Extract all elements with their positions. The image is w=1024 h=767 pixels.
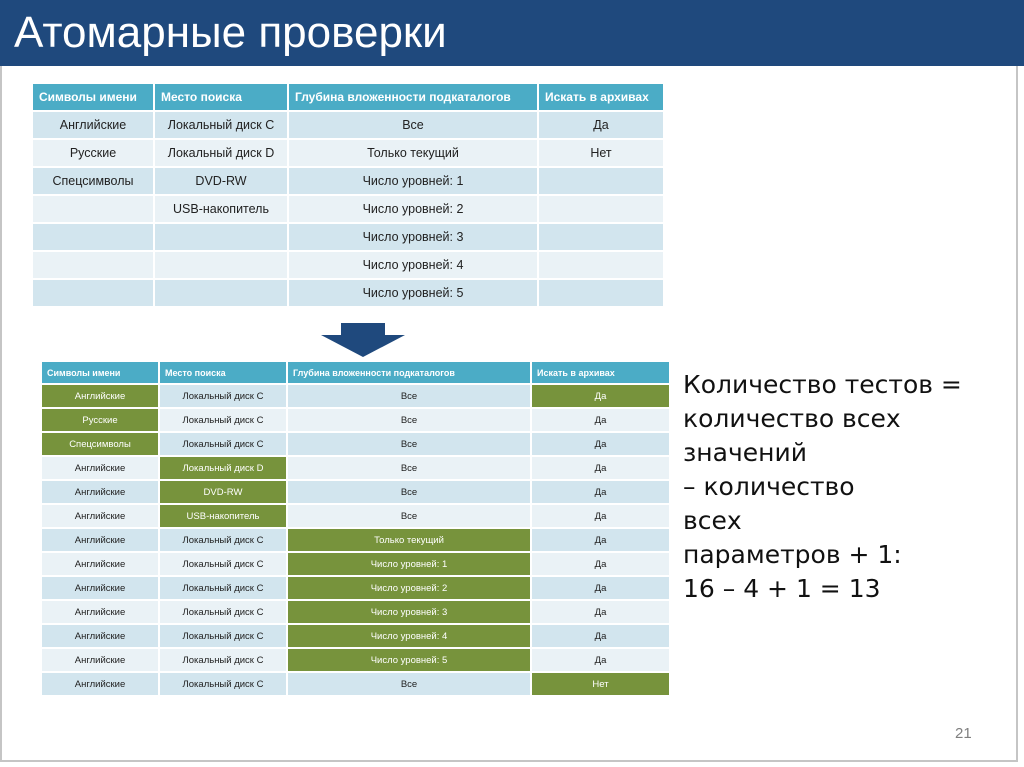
table-cell: Да <box>532 625 669 647</box>
table-cell <box>539 224 663 250</box>
table-cell: Спецсимволы <box>33 168 153 194</box>
table-row <box>42 649 669 671</box>
table-cell: Английские <box>42 457 158 479</box>
table-cell: Число уровней: 3 <box>289 224 537 250</box>
table-cell: Локальный диск C <box>155 112 287 138</box>
table-row <box>42 673 669 695</box>
table-cell: Локальный диск C <box>160 409 286 431</box>
down-arrow-icon <box>321 323 405 357</box>
table-cell: Все <box>288 673 530 695</box>
table-row <box>42 433 669 455</box>
header-cell: Место поиска <box>155 84 287 110</box>
formula-line: – количество <box>683 472 855 501</box>
table-cell <box>33 280 153 306</box>
table-cell: Все <box>288 481 530 503</box>
formula-line: 16 – 4 + 1 = 13 <box>683 574 881 603</box>
slide-title: Атомарные проверки <box>14 8 447 57</box>
table-cell: Английские <box>42 601 158 623</box>
table-cell <box>539 252 663 278</box>
table-cell: Да <box>532 529 669 551</box>
table-row <box>42 625 669 647</box>
table-cell: Число уровней: 5 <box>289 280 537 306</box>
table-cell: Да <box>532 601 669 623</box>
table-cell: Число уровней: 4 <box>289 252 537 278</box>
table-cell: Локальный диск C <box>160 673 286 695</box>
highlighted-cell: Число уровней: 5 <box>288 649 530 671</box>
table-row <box>33 252 663 278</box>
highlighted-cell: Да <box>532 385 669 407</box>
header-cell: Глубина вложенности подкаталогов <box>288 362 530 383</box>
table-cell: Локальный диск D <box>155 140 287 166</box>
highlighted-cell: Число уровней: 1 <box>288 553 530 575</box>
table-cell: Да <box>532 409 669 431</box>
formula-line: количество всех <box>683 404 901 433</box>
table-cell: Локальный диск C <box>160 601 286 623</box>
table-cell: Все <box>288 433 530 455</box>
highlighted-cell: Только текущий <box>288 529 530 551</box>
table-cell: Английские <box>42 481 158 503</box>
header-cell: Глубина вложенности подкаталогов <box>289 84 537 110</box>
table-row <box>42 529 669 551</box>
highlighted-cell: Нет <box>532 673 669 695</box>
table-cell: USB-накопитель <box>155 196 287 222</box>
table-cell: Да <box>539 112 663 138</box>
highlighted-cell: Русские <box>42 409 158 431</box>
table-cell <box>539 168 663 194</box>
atomic-tests-table-header <box>42 362 669 383</box>
highlighted-cell: Спецсимволы <box>42 433 158 455</box>
parameters-table-header <box>33 84 663 110</box>
formula-line: Количество тестов = <box>683 370 962 399</box>
table-cell: Локальный диск C <box>160 553 286 575</box>
header-cell: Искать в архивах <box>539 84 663 110</box>
table-cell: Английские <box>42 673 158 695</box>
table-cell <box>155 280 287 306</box>
formula-line: значений <box>683 438 807 467</box>
table-row <box>33 140 663 166</box>
header-cell: Место поиска <box>160 362 286 383</box>
table-cell: Английские <box>42 577 158 599</box>
table-cell: Локальный диск C <box>160 529 286 551</box>
table-cell: Только текущий <box>289 140 537 166</box>
table-cell: Локальный диск C <box>160 385 286 407</box>
table-cell <box>33 196 153 222</box>
highlighted-cell: Число уровней: 2 <box>288 577 530 599</box>
table-row <box>33 196 663 222</box>
table-cell: Нет <box>539 140 663 166</box>
table-cell <box>539 196 663 222</box>
table-row <box>42 505 669 527</box>
table-cell: Число уровней: 1 <box>289 168 537 194</box>
table-cell: Да <box>532 433 669 455</box>
header-cell: Искать в архивах <box>532 362 669 383</box>
atomic-tests-table <box>40 360 671 697</box>
table-cell: Все <box>289 112 537 138</box>
table-cell: Русские <box>33 140 153 166</box>
table-cell: Да <box>532 481 669 503</box>
table-cell: Число уровней: 2 <box>289 196 537 222</box>
table-cell: Английские <box>42 649 158 671</box>
highlighted-cell: Английские <box>42 385 158 407</box>
formula-line: параметров + 1: <box>683 540 902 569</box>
table-cell: Все <box>288 457 530 479</box>
table-cell <box>33 252 153 278</box>
table-cell: Да <box>532 505 669 527</box>
header-cell: Символы имени <box>42 362 158 383</box>
table-cell: Да <box>532 553 669 575</box>
table-row <box>42 553 669 575</box>
table-cell: Да <box>532 457 669 479</box>
table-row <box>42 577 669 599</box>
table-cell: Английские <box>42 505 158 527</box>
table-cell: Английские <box>42 553 158 575</box>
table-cell: Локальный диск C <box>160 433 286 455</box>
table-row <box>33 224 663 250</box>
table-cell <box>155 224 287 250</box>
parameters-table <box>31 82 665 308</box>
table-cell <box>33 224 153 250</box>
table-row <box>42 409 669 431</box>
table-row <box>42 385 669 407</box>
highlighted-cell: Число уровней: 4 <box>288 625 530 647</box>
test-count-formula <box>683 368 1003 606</box>
table-cell: Английские <box>33 112 153 138</box>
table-cell: Все <box>288 409 530 431</box>
table-row <box>42 481 669 503</box>
table-row <box>42 601 669 623</box>
table-cell: Да <box>532 649 669 671</box>
table-cell <box>155 252 287 278</box>
title-bar <box>0 0 1024 66</box>
table-row <box>42 457 669 479</box>
page-number: 21 <box>955 725 972 742</box>
table-cell: DVD-RW <box>155 168 287 194</box>
highlighted-cell: USB-накопитель <box>160 505 286 527</box>
table-cell: Английские <box>42 529 158 551</box>
highlighted-cell: DVD-RW <box>160 481 286 503</box>
table-cell: Все <box>288 385 530 407</box>
table-cell <box>539 280 663 306</box>
table-cell: Локальный диск C <box>160 649 286 671</box>
table-cell: Локальный диск C <box>160 625 286 647</box>
header-cell: Символы имени <box>33 84 153 110</box>
table-row <box>33 168 663 194</box>
table-cell: Да <box>532 577 669 599</box>
table-cell: Локальный диск C <box>160 577 286 599</box>
formula-line: всех <box>683 506 742 535</box>
highlighted-cell: Локальный диск D <box>160 457 286 479</box>
table-row <box>33 112 663 138</box>
table-cell: Английские <box>42 625 158 647</box>
table-row <box>33 280 663 306</box>
highlighted-cell: Число уровней: 3 <box>288 601 530 623</box>
table-cell: Все <box>288 505 530 527</box>
